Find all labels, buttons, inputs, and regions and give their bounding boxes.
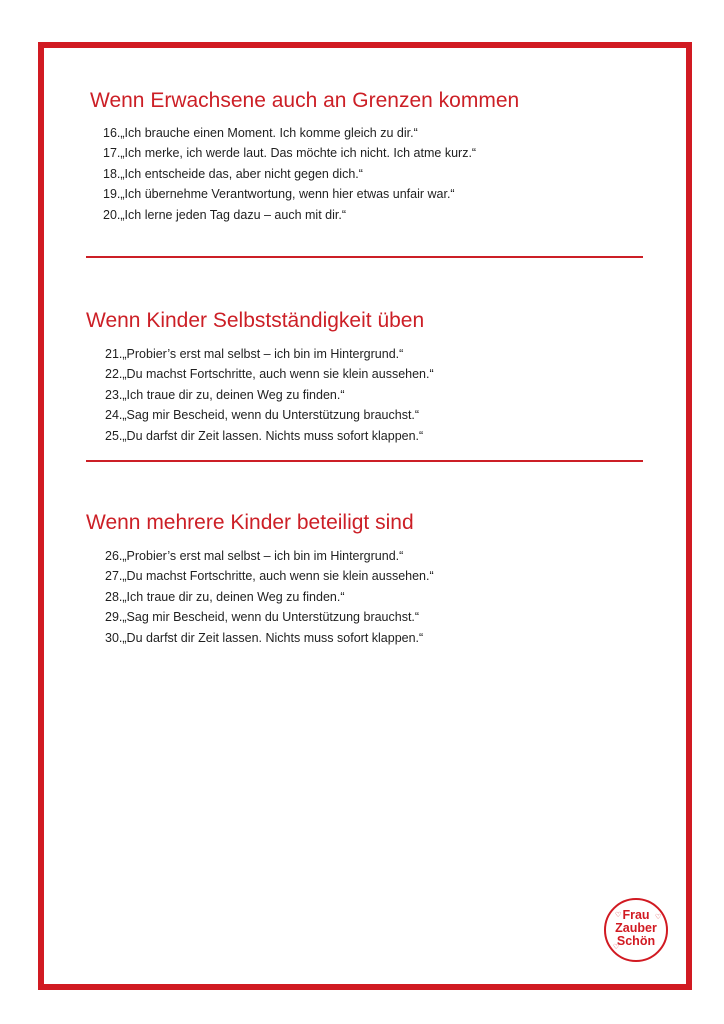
item-text: „Ich übernehme Verantwortung, wenn hier etwas unfair war.“ [120, 187, 455, 202]
list-item [103, 143, 646, 163]
item-text: „Ich traue dir zu, deinen Weg zu finden.“ [122, 387, 345, 402]
item-number: 25. [105, 428, 123, 443]
list-item [105, 546, 646, 566]
item-text: „Ich traue dir zu, deinen Weg zu finden.“ [122, 589, 345, 604]
item-text: „Ich lerne jeden Tag dazu – auch mit dir.“ [120, 207, 346, 222]
list-item [105, 566, 646, 586]
heart-icon: ♡ [615, 912, 622, 919]
logo-word-zauber: Zauber [615, 921, 657, 935]
item-number: 26. [105, 549, 123, 563]
item-number: 30. [105, 630, 123, 645]
heart-icon: ♡ [655, 914, 662, 921]
section-independence [86, 308, 646, 446]
section-multiple-children [86, 510, 646, 648]
item-number: 21. [105, 347, 123, 361]
section-divider [86, 256, 643, 258]
section-title: Wenn Erwachsene auch an Grenzen kommen [90, 89, 520, 112]
item-text: „Sag mir Bescheid, wenn du Unterstützung brauchst.“ [122, 408, 420, 423]
list-item [105, 405, 646, 425]
list-item [105, 628, 646, 648]
item-number: 28. [105, 589, 123, 604]
list-item [103, 123, 646, 143]
logo-word-schoen: Schön [616, 934, 656, 948]
item-number: 17. [103, 146, 121, 161]
item-list [86, 344, 646, 446]
item-text: „Du darfst dir Zeit lassen. Nichts muss sofort klappen.“ [122, 630, 424, 645]
section-divider [86, 460, 643, 462]
list-item [105, 587, 646, 607]
item-text: „Probier’s erst mal selbst – ich bin im Hintergrund.“ [122, 549, 404, 563]
item-text: „Ich entscheide das, aber nicht gegen dich.“ [120, 166, 363, 181]
list-item [105, 344, 646, 364]
list-item [103, 184, 646, 204]
item-text: „Probier’s erst mal selbst – ich bin im Hintergrund.“ [122, 347, 404, 361]
item-number: 19. [103, 187, 121, 202]
item-number: 16. [103, 126, 121, 140]
item-text: „Du darfst dir Zeit lassen. Nichts muss sofort klappen.“ [122, 428, 424, 443]
list-item [105, 385, 646, 405]
section-title: Wenn mehrere Kinder beteiligt sind [86, 511, 414, 534]
list-item [103, 205, 646, 225]
logo-word-frau: Frau [622, 908, 650, 922]
item-text: „Sag mir Bescheid, wenn du Unterstützung brauchst.“ [122, 610, 420, 625]
list-item [105, 426, 646, 446]
item-text: „Du machst Fortschritte, auch wenn sie klein aussehen.“ [122, 367, 434, 382]
section-title: Wenn Kinder Selbstständigkeit üben [86, 309, 425, 332]
item-number: 27. [105, 569, 123, 584]
item-number: 18. [103, 166, 121, 181]
item-list [86, 546, 646, 648]
item-number: 22. [105, 367, 123, 382]
item-number: 24. [105, 408, 123, 423]
section-adults-limits [86, 88, 646, 225]
item-text: „Du machst Fortschritte, auch wenn sie klein aussehen.“ [122, 569, 434, 584]
list-item [103, 164, 646, 184]
item-number: 20. [103, 207, 121, 222]
list-item [105, 607, 646, 627]
list-item [105, 364, 646, 384]
frau-zauber-schoen-logo [604, 898, 668, 962]
heart-icon: ♡ [613, 944, 620, 951]
item-text: „Ich merke, ich werde laut. Das möchte ich nicht. Ich atme kurz.“ [120, 146, 477, 161]
item-number: 23. [105, 387, 123, 402]
item-number: 29. [105, 610, 123, 625]
item-list [86, 123, 646, 225]
item-text: „Ich brauche einen Moment. Ich komme gleich zu dir.“ [120, 126, 418, 140]
